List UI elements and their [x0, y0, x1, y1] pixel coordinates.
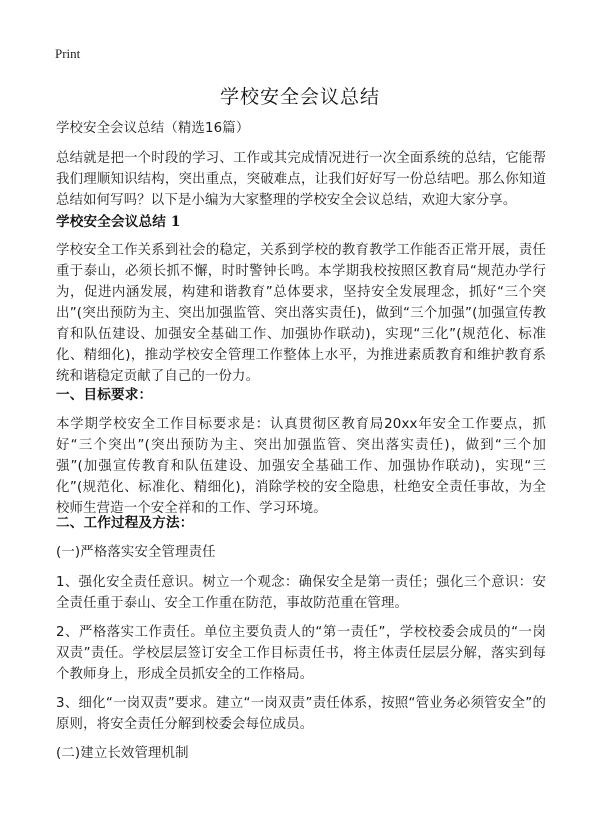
intro-paragraph: 总结就是把一个时段的学习、工作或其完成情况进行一次全面系统的总结，它能帮我们理顺知识结构，突出重点，突破难点，让我们好好写一份总结吧。那么你知道总结如何写吗？以下是小编为大家整理的学校安全会议总结，欢迎大家分享。 — [56, 151, 546, 208]
page-title: 学校安全会议总结 — [219, 86, 380, 108]
section-heading-1: 学校安全会议总结 1 — [56, 214, 181, 230]
document-subtitle: 学校安全会议总结（精选16篇） — [56, 121, 250, 136]
list-item-3: 3、细化“一岗双责”要求。建立“一岗双责”责任体系，按照“管业务必须管安全”的原则，将安全责任分解到校委会每位成员。 — [56, 696, 546, 732]
goal-paragraph: 本学期学校安全工作目标要求是：认真贯彻区教育局20xx年安全工作要点，抓好“三个突出”(突出预防为主、突出加强监管、突出落实责任)，做到“三个加强”(加强宣传教育和队伍建设、加强安全基础工作、加强协作联动)，实现“三化”(规范化、标准化、精细化)，消除学校的安全隐患，杜绝安全责任事故，为全校师生营造一个安全祥和的工作、学习环境。 — [56, 417, 546, 516]
section-1-paragraph: 学校安全工作关系到社会的稳定，关系到学校的教育教学工作能否正常开展，责任重于泰山，必须长抓不懈，时时警钟长鸣。本学期我校按照区教育局“规范办学行为，促进内涵发展，构建和谐教育”总体要求，坚持安全发展理念，抓好“三个突出”(突出预防为主、突出加强监管、突出落实责任)，做到“三个加强”(加强宣传教育和队伍建设、加强安全基础工作、加强协作联动)，实现“三化”(规范化、标准化、精细化)，推动学校安全管理工作整体上水平，为推进素质教育和维护教育系统和谐稳定贡献了自己的一份力。 — [56, 243, 546, 384]
subsection-heading-2: (二)建立长效管理机制 — [56, 746, 189, 761]
goal-heading: 一、目标要求： — [56, 387, 153, 403]
process-heading: 二、工作过程及方法： — [56, 515, 194, 531]
list-item-2: 2、严格落实工作责任。单位主要负责人的“第一责任”，学校校委会成员的“一岗双责”责任。学校层层签订安全工作目标责任书，将主体责任层层分解，落实到每个教师身上，形成全员抓安全的工作格局。 — [56, 625, 546, 682]
print-label: Print — [55, 46, 81, 61]
subsection-heading-1: (一)严格落实安全管理责任 — [56, 545, 216, 560]
list-item-1: 1、强化安全责任意识。树立一个观念：确保安全是第一责任；强化三个意识：安全责任重于泰山、安全工作重在防范，事故防范重在管理。 — [56, 575, 546, 611]
